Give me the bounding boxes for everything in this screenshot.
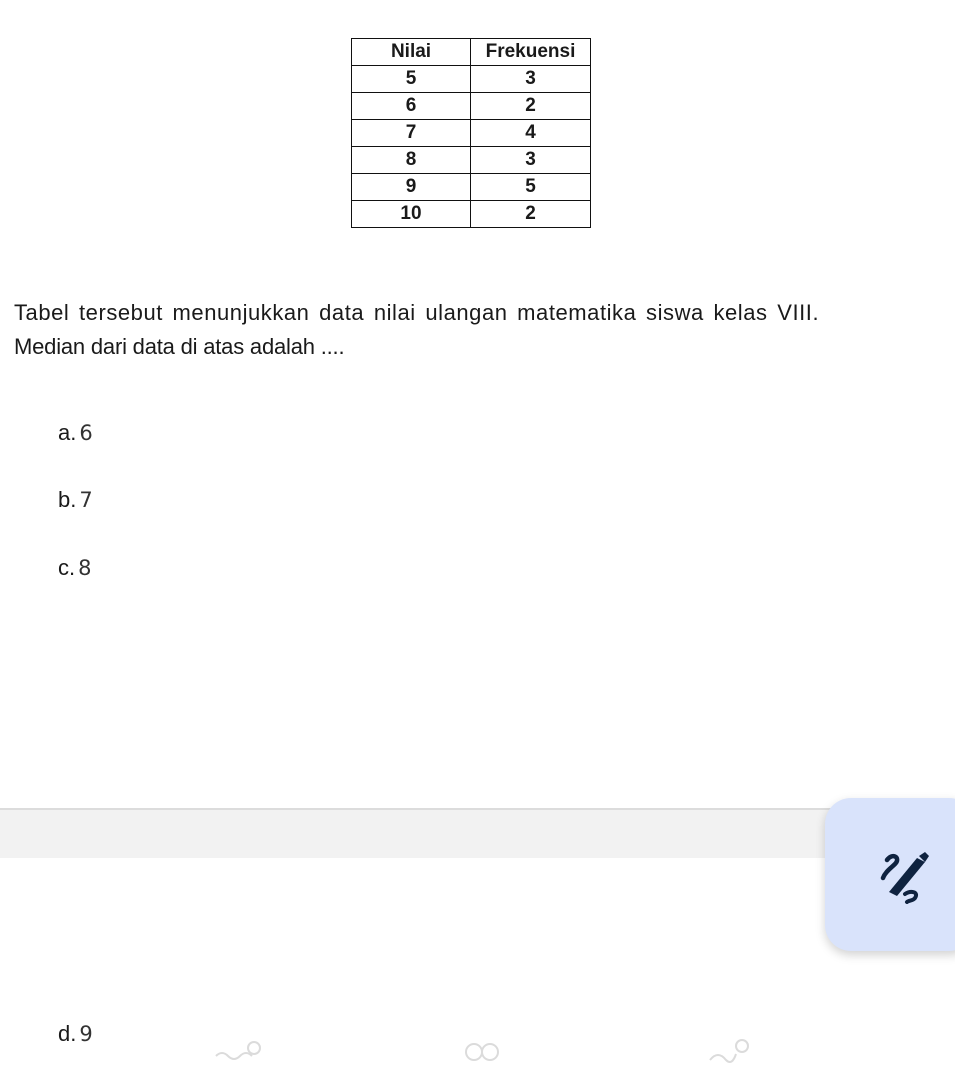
table-row bbox=[352, 174, 591, 201]
header-frekuensi: Frekuensi bbox=[471, 39, 591, 66]
cell-frekuensi: 3 bbox=[471, 147, 591, 174]
option-label: d. bbox=[58, 1021, 77, 1046]
decorative-doodle-icon bbox=[706, 1036, 752, 1072]
table-header-row bbox=[352, 39, 591, 66]
option-value: 6 bbox=[79, 421, 93, 445]
option-c[interactable] bbox=[58, 555, 92, 581]
cell-frekuensi: 2 bbox=[471, 201, 591, 228]
option-label: c. bbox=[58, 555, 76, 580]
option-a[interactable] bbox=[58, 420, 93, 446]
cell-nilai: 6 bbox=[352, 93, 471, 120]
cell-nilai: 10 bbox=[352, 201, 471, 228]
frequency-table bbox=[351, 38, 591, 228]
section-divider bbox=[0, 808, 955, 858]
option-d[interactable] bbox=[58, 1021, 93, 1047]
header-nilai: Nilai bbox=[352, 39, 471, 66]
question-text-line2: Median dari data di atas adalah .... bbox=[14, 334, 345, 359]
option-value: 8 bbox=[78, 556, 92, 580]
question-text-line1: Tabel tersebut menunjukkan data nilai ulangan matematika siswa kelas VIII. bbox=[14, 300, 820, 325]
handwriting-button[interactable] bbox=[825, 798, 955, 951]
cell-nilai: 9 bbox=[352, 174, 471, 201]
cell-frekuensi: 3 bbox=[471, 66, 591, 93]
decorative-doodle-icon bbox=[462, 1036, 506, 1072]
cell-nilai: 5 bbox=[352, 66, 471, 93]
option-value: 7 bbox=[79, 488, 93, 512]
cell-nilai: 7 bbox=[352, 120, 471, 147]
option-value: 9 bbox=[79, 1022, 93, 1046]
table-row bbox=[352, 120, 591, 147]
handwriting-pen-icon bbox=[875, 848, 931, 904]
option-label: b. bbox=[58, 487, 77, 512]
table-row bbox=[352, 147, 591, 174]
decorative-doodle-icon bbox=[212, 1036, 262, 1072]
cell-frekuensi: 2 bbox=[471, 93, 591, 120]
cell-frekuensi: 5 bbox=[471, 174, 591, 201]
table-row bbox=[352, 66, 591, 93]
option-b[interactable] bbox=[58, 487, 93, 513]
table-row bbox=[352, 201, 591, 228]
table-row bbox=[352, 93, 591, 120]
cell-nilai: 8 bbox=[352, 147, 471, 174]
option-label: a. bbox=[58, 420, 77, 445]
cell-frekuensi: 4 bbox=[471, 120, 591, 147]
